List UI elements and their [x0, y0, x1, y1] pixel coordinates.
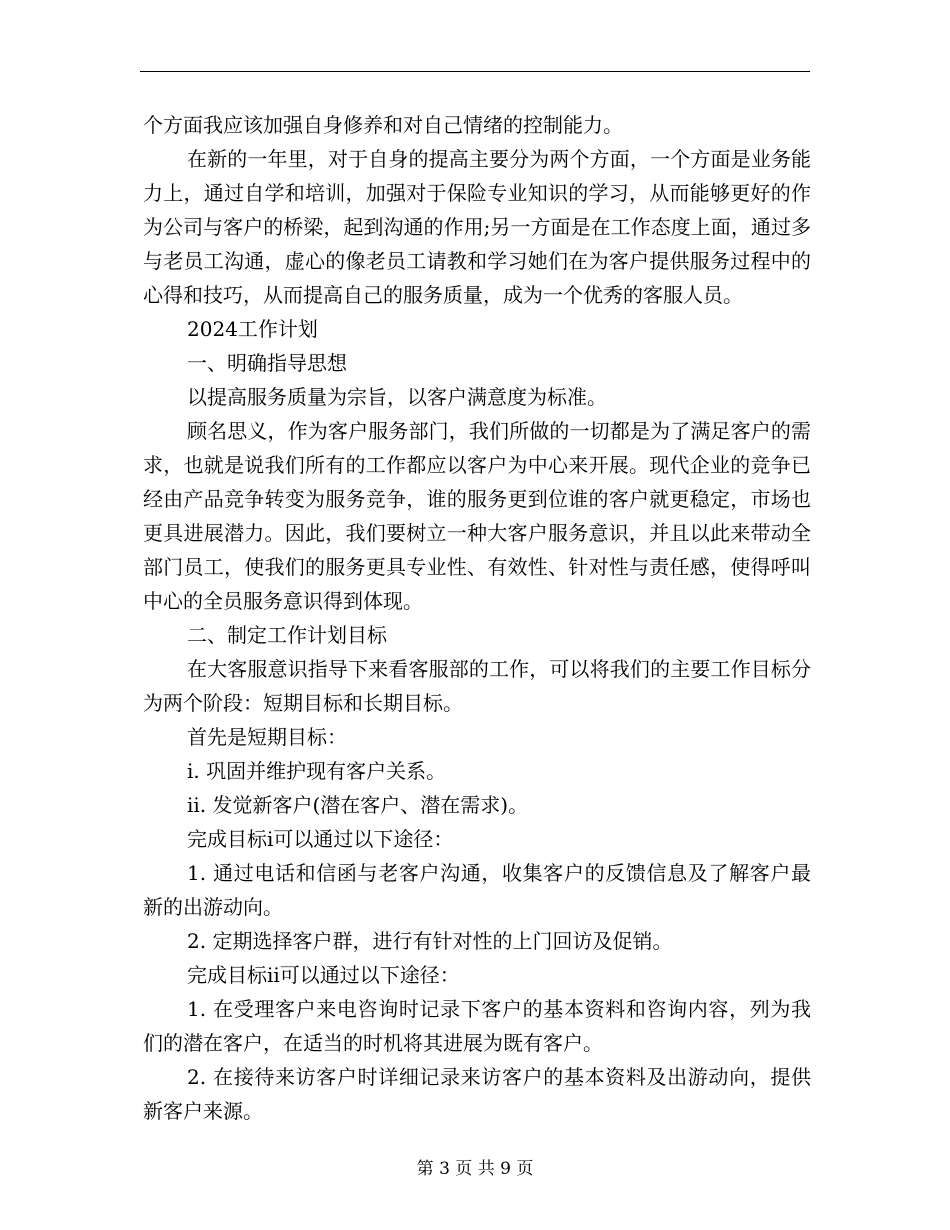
page-number-footer: 第 3 页 共 9 页: [416, 1159, 534, 1179]
paragraph-10: i. 巩固并维护现有客户关系。: [187, 759, 447, 783]
paragraph-8: 在大客服意识指导下来看客服部的工作，可以将我们的主要工作目标分为两个阶段：短期目标和长期目标。: [143, 657, 811, 715]
document-body: [143, 108, 811, 1128]
paragraph-15: 完成目标ii可以通过以下途径：: [187, 963, 460, 987]
paragraph-11: ii. 发觉新客户(潜在客户、潜在需求)。: [187, 793, 529, 817]
paragraph-2: 在新的一年里，对于自身的提高主要分为两个方面，一个方面是业务能力上，通过自学和培训，加强对于保险专业知识的学习，从而能够更好的作为公司与客户的桥梁，起到沟通的作用;另一方面是在工作态度上面，通过多与老员工沟通，虚心的像老员工请教和学习她们在为客户提供服务过程中的心得和技巧，从而提高自己的服务质量，成为一个优秀的客服人员。: [143, 147, 811, 307]
header-rule: [140, 71, 810, 72]
paragraph-16: 1. 在受理客户来电咨询时记录下客户的基本资料和咨询内容，列为我们的潜在客户，在适当的时机将其进展为既有客户。: [143, 997, 811, 1055]
paragraph-7: 二、制定工作计划目标: [187, 623, 387, 647]
paragraph-9: 首先是短期目标：: [187, 725, 347, 749]
paragraph-13: 1. 通过电话和信函与老客户沟通，收集客户的反馈信息及了解客户最新的出游动向。: [143, 861, 811, 919]
paragraph-6: 顾名思义，作为客户服务部门，我们所做的一切都是为了满足客户的需求，也就是说我们所有的工作都应以客户为中心来开展。现代企业的竞争已经由产品竞争转变为服务竞争，谁的服务更到位谁的客户就更稳定，市场也更具进展潜力。因此，我们要树立一种大客户服务意识，并且以此来带动全部门员工，使我们的服务更具专业性、有效性、针对性与责任感，使得呼叫中心的全员服务意识得到体现。: [143, 419, 811, 613]
paragraph-12: 完成目标i可以通过以下途径：: [187, 827, 454, 851]
paragraph-14: 2. 定期选择客户群，进行有针对性的上门回访及促销。: [187, 929, 673, 953]
paragraph-3: 2024工作计划: [187, 317, 318, 341]
paragraph-4: 一、明确指导思想: [187, 351, 347, 375]
paragraph-17: 2. 在接待来访客户时详细记录来访客户的基本资料及出游动向，提供新客户来源。: [143, 1065, 811, 1123]
paragraph-5: 以提高服务质量为宗旨，以客户满意度为标准。: [187, 385, 607, 409]
paragraph-1: 个方面我应该加强自身修养和对自己情绪的控制能力。: [143, 113, 623, 137]
